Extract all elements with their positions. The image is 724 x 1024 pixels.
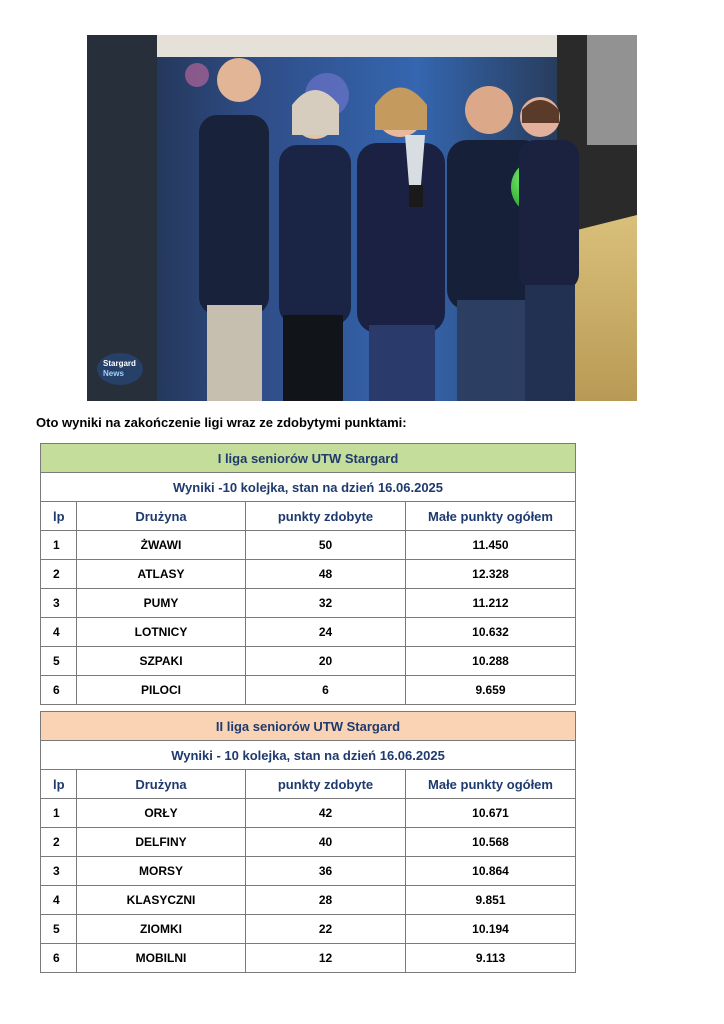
group-photo-icon xyxy=(87,35,637,401)
col-points: punkty zdobyte xyxy=(246,502,406,531)
col-small-points: Małe punkty ogółem xyxy=(406,502,576,531)
cell-small-points: 9.659 xyxy=(406,676,576,705)
cell-points: 42 xyxy=(246,799,406,828)
cell-lp: 5 xyxy=(41,915,77,944)
table-row xyxy=(41,531,576,560)
cell-points: 12 xyxy=(246,944,406,973)
cell-points: 6 xyxy=(246,676,406,705)
col-small-points: Małe punkty ogółem xyxy=(406,770,576,799)
cell-points: 28 xyxy=(246,886,406,915)
cell-small-points: 11.450 xyxy=(406,531,576,560)
cell-points: 32 xyxy=(246,589,406,618)
cell-lp: 6 xyxy=(41,944,77,973)
league1-title: I liga seniorów UTW Stargard xyxy=(41,444,576,473)
cell-team: ATLASY xyxy=(77,560,246,589)
cell-team: ZIOMKI xyxy=(77,915,246,944)
cell-team: LOTNICY xyxy=(77,618,246,647)
col-team: Drużyna xyxy=(77,770,246,799)
cell-small-points: 10.632 xyxy=(406,618,576,647)
cell-lp: 3 xyxy=(41,589,77,618)
league2-subtitle: Wyniki - 10 kolejka, stan na dzień 16.06.2025 xyxy=(41,741,576,770)
intro-text: Oto wyniki na zakończenie ligi wraz ze zdobytymi punktami: xyxy=(36,415,407,430)
cell-points: 50 xyxy=(246,531,406,560)
watermark-logo xyxy=(97,353,143,385)
cell-lp: 4 xyxy=(41,886,77,915)
team-photo xyxy=(87,35,637,401)
cell-points: 24 xyxy=(246,618,406,647)
col-lp: lp xyxy=(41,770,77,799)
cell-lp: 1 xyxy=(41,799,77,828)
cell-points: 36 xyxy=(246,857,406,886)
table-row xyxy=(41,676,576,705)
watermark-sub: News xyxy=(103,369,124,378)
col-points: punkty zdobyte xyxy=(246,770,406,799)
cell-points: 48 xyxy=(246,560,406,589)
cell-team: KLASYCZNI xyxy=(77,886,246,915)
table-row xyxy=(41,589,576,618)
league1-subtitle: Wyniki -10 kolejka, stan na dzień 16.06.2025 xyxy=(41,473,576,502)
watermark-brand: Stargard xyxy=(103,359,136,368)
cell-team: DELFINY xyxy=(77,828,246,857)
cell-team: PILOCI xyxy=(77,676,246,705)
cell-lp: 2 xyxy=(41,560,77,589)
cell-lp: 5 xyxy=(41,647,77,676)
cell-team: MORSY xyxy=(77,857,246,886)
cell-lp: 4 xyxy=(41,618,77,647)
table-row xyxy=(41,828,576,857)
table-row xyxy=(41,944,576,973)
cell-team: MOBILNI xyxy=(77,944,246,973)
cell-lp: 2 xyxy=(41,828,77,857)
cell-small-points: 10.671 xyxy=(406,799,576,828)
table-row xyxy=(41,618,576,647)
cell-small-points: 11.212 xyxy=(406,589,576,618)
league1-table xyxy=(40,443,576,705)
cell-lp: 3 xyxy=(41,857,77,886)
col-lp: lp xyxy=(41,502,77,531)
table-row xyxy=(41,886,576,915)
cell-points: 22 xyxy=(246,915,406,944)
cell-small-points: 9.851 xyxy=(406,886,576,915)
cell-small-points: 10.194 xyxy=(406,915,576,944)
cell-small-points: 10.288 xyxy=(406,647,576,676)
cell-small-points: 9.113 xyxy=(406,944,576,973)
cell-lp: 1 xyxy=(41,531,77,560)
league1-header-row xyxy=(41,502,576,531)
cell-team: PUMY xyxy=(77,589,246,618)
cell-team: SZPAKI xyxy=(77,647,246,676)
table-row xyxy=(41,560,576,589)
cell-small-points: 10.568 xyxy=(406,828,576,857)
league1-subtitle-row xyxy=(41,473,576,502)
cell-team: ŻWAWI xyxy=(77,531,246,560)
table-row xyxy=(41,647,576,676)
league2-title: II liga seniorów UTW Stargard xyxy=(41,712,576,741)
col-team: Drużyna xyxy=(77,502,246,531)
cell-team: ORŁY xyxy=(77,799,246,828)
cell-points: 40 xyxy=(246,828,406,857)
league2-title-row xyxy=(41,712,576,741)
table-row xyxy=(41,857,576,886)
cell-points: 20 xyxy=(246,647,406,676)
cell-lp: 6 xyxy=(41,676,77,705)
league2-table xyxy=(40,711,576,973)
cell-small-points: 12.328 xyxy=(406,560,576,589)
table-row xyxy=(41,799,576,828)
table-row xyxy=(41,915,576,944)
league2-header-row xyxy=(41,770,576,799)
league2-subtitle-row xyxy=(41,741,576,770)
league1-title-row xyxy=(41,444,576,473)
cell-small-points: 10.864 xyxy=(406,857,576,886)
